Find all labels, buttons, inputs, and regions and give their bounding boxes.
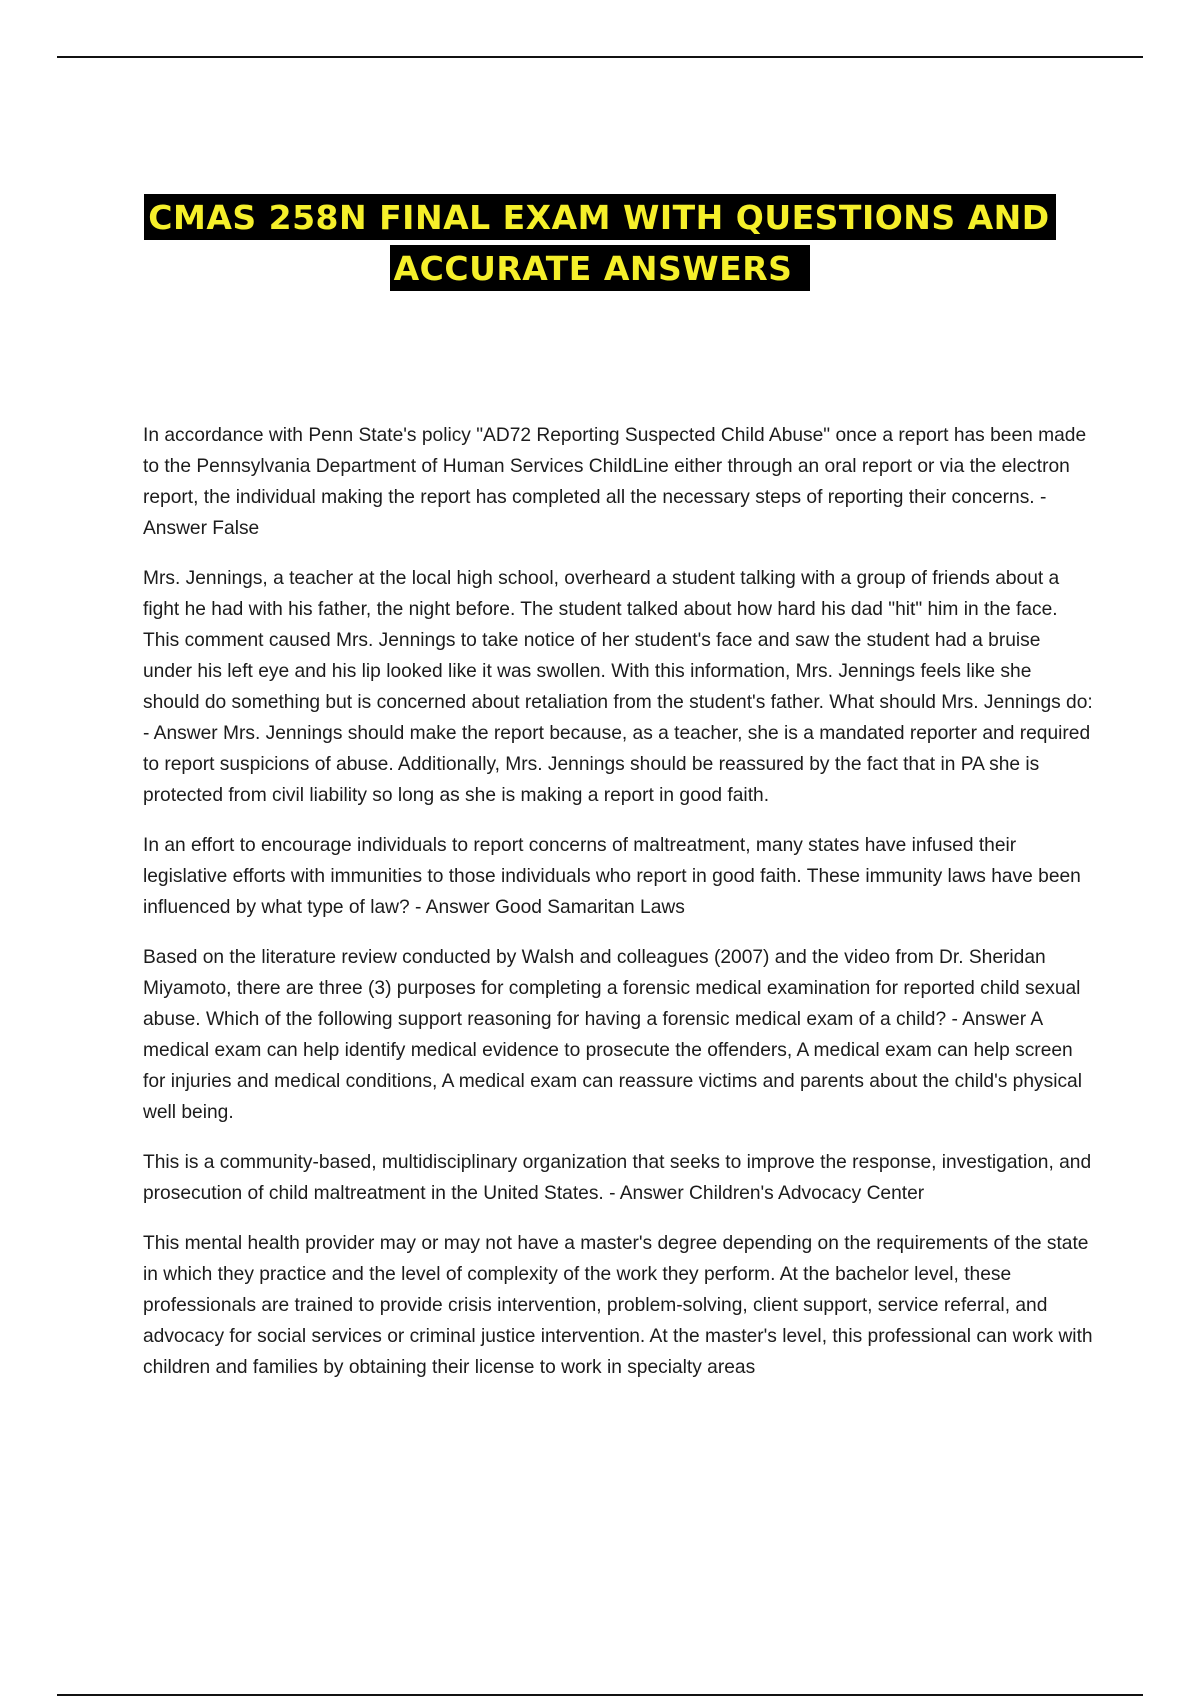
qa-list [143, 420, 1093, 1402]
qa-item-2 [143, 563, 1093, 811]
title-line-2: ACCURATE ANSWERS [390, 245, 811, 291]
qa-item-4 [143, 942, 1093, 1128]
answer-separator: - [1034, 487, 1047, 508]
answer-text: Answer Children's Advocacy Center [619, 1183, 925, 1204]
document-title [0, 194, 1200, 291]
question-text: In accordance with Penn State's policy "AD72 Reporting Suspected Child Abuse" once a report has been made to the Pennsylvania Department of Human Services ChildLine either through an oral report or via the electron report, the individual making the report has completed all the necessary steps of reporting their concerns. [143, 425, 1087, 508]
qa-item-3 [143, 830, 1093, 923]
answer-separator: - [946, 1009, 963, 1030]
qa-item-6 [143, 1228, 1093, 1383]
top-rule [57, 56, 1143, 58]
question-text: This is a community-based, multidisciplinary organization that seeks to improve the response, investigation, and prosecution of child maltreatment in the United States. [143, 1152, 1092, 1204]
question-text: This mental health provider may or may not have a master's degree depending on the requirements of the state in which they practice and the level of complexity of the work they perform. At the bachelor level, these professionals are trained to provide crisis intervention, problem-solving, client support, service referral, and advocacy for social services or criminal justice intervention. At the master's level, this professional can work with children and families by obtaining their license to work in specialty areas [143, 1233, 1093, 1378]
answer-separator: - [603, 1183, 620, 1204]
answer-text: Answer False [143, 518, 260, 539]
answer-text: Answer Good Samaritan Laws [425, 897, 685, 918]
question-text: Based on the literature review conducted by Walsh and colleagues (2007) and the video from Dr. Sheridan Miyamoto, there are three (3) purposes for completing a forensic medical examination for reported child sexual abuse. Which of the following support reasoning for having a forensic medical exam of a child? [143, 947, 1081, 1030]
answer-separator: - [143, 723, 154, 744]
qa-item-1 [143, 420, 1093, 544]
title-line-1: CMAS 258N FINAL EXAM WITH QUESTIONS AND [144, 194, 1055, 240]
qa-item-5 [143, 1147, 1093, 1209]
answer-text: Answer A medical exam can help identify medical evidence to prosecute the offenders, A medical exam can help screen for injuries and medical conditions, A medical exam can reassure victims and parents about the child's physical well being. [143, 1009, 1082, 1123]
question-text: In an effort to encourage individuals to report concerns of maltreatment, many states have infused their legislative efforts with immunities to those individuals who report in good faith. These immunity laws have been influenced by what type of law? [143, 835, 1081, 918]
answer-separator: - [409, 897, 426, 918]
bottom-rule [57, 1694, 1143, 1696]
question-text: Mrs. Jennings, a teacher at the local high school, overheard a student talking with a group of friends about a fight he had with his father, the night before. The student talked about how hard his dad "hit" him in the face. This comment caused Mrs. Jennings to take notice of her student's face and saw the student had a bruise under his left eye and his lip looked like it was swollen. With this information, Mrs. Jennings feels like she should do something but is concerned about retaliation from the student's father. What should Mrs. Jennings do: [143, 568, 1093, 713]
answer-text: Answer Mrs. Jennings should make the report because, as a teacher, she is a mandated reporter and required to report suspicions of abuse. Additionally, Mrs. Jennings should be reassured by the fact that in PA she is protected from civil liability so long as she is making a report in good faith. [143, 723, 1091, 806]
